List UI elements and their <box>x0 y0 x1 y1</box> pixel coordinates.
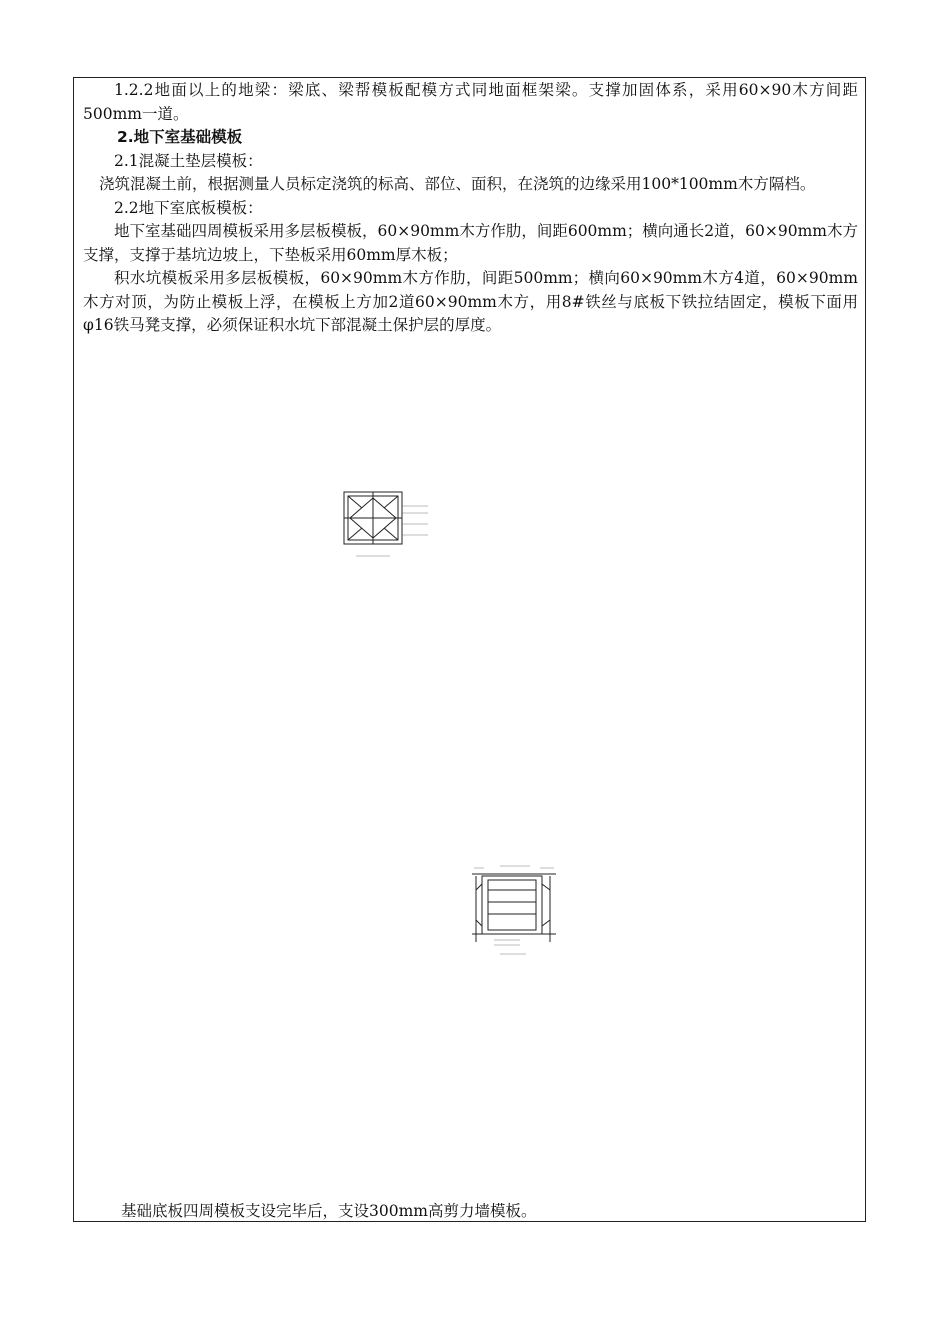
paragraph-1-2-2: 1.2.2地面以上的地梁：梁底、梁帮模板配模方式同地面框架梁。支撑加固体系，采用60×90木方间距500mm一道。 <box>83 81 858 123</box>
paragraph-2-1: 浇筑混凝土前，根据测量人员标定浇筑的标高、部位、面积，在浇筑的边缘采用100*100mm木方隔档。 <box>99 175 816 193</box>
body-text <box>83 79 858 338</box>
section-heading-2: 2.地下室基础模板 <box>117 128 243 146</box>
paragraph-2-2-a: 地下室基础四周模板采用多层板模板，60×90mm木方作肋，间距600mm；横向通长2道，60×90mm木方支撑，支撑于基坑边坡上，下垫板采用60mm厚木板； <box>83 222 859 264</box>
sump-formwork-plan-figure <box>338 489 438 569</box>
closing-paragraph: 基础底板四周模板支设完毕后，支设300mm高剪力墙模板。 <box>121 1202 537 1220</box>
sump-formwork-section-figure <box>470 860 560 960</box>
subheading-2-1: 2.1混凝土垫层模板： <box>114 151 263 170</box>
paragraph-2-2-b: 积水坑模板采用多层板模板，60×90mm木方作肋，间距500mm；横向60×90mm木方4道，60×90mm木方对顶，为防止模板上浮，在模板上方加2道60×90mm木方，用8#铁丝与底板下铁拉结固定，模板下面用φ16铁马凳支撑，必须保证积水坑下部混凝土保护层的厚度。 <box>83 269 858 334</box>
subheading-2-2: 2.2地下室底板模板： <box>114 198 263 217</box>
